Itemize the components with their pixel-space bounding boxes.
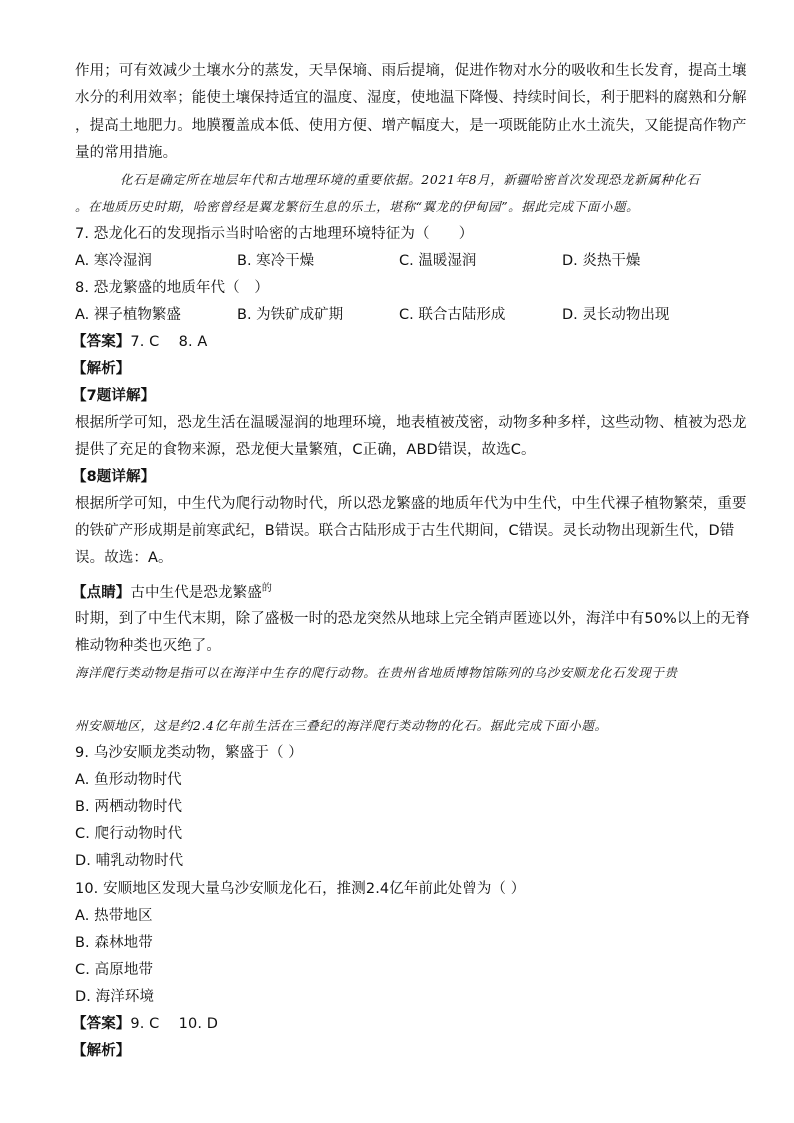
tip-row xyxy=(72,579,272,603)
question-10-option-c: C. 高原地带 xyxy=(75,962,154,978)
question-7-option-a: A. 寒冷湿润 xyxy=(75,253,152,269)
tip-line: 椎动物种类也灭绝了。 xyxy=(75,638,221,654)
detail-8-line: 的铁矿产形成期是前寒武纪，B错误。联合古陆形成于古生代期间，C错误。灵长动物出现新生代，D错 xyxy=(75,523,735,539)
question-7-stem: 7. 恐龙化石的发现指示当时哈密的古地理环境特征为（ ） xyxy=(75,226,474,242)
paragraph-line: ，提高土地肥力。地膜覆盖成本低、使用方便、增产幅度大，是一项既能防止水土流失，又能提高作物产 xyxy=(75,118,747,134)
answer-label: 【答案】 xyxy=(72,1016,131,1032)
question-9-stem: 9. 乌沙安顺龙类动物，繁盛于（ ） xyxy=(75,745,303,761)
question-7-option-c: C. 温暖湿润 xyxy=(399,253,477,269)
analysis-label: 【解析】 xyxy=(72,1043,131,1059)
detail-8-line: 根据所学可知，中生代为爬行动物时代，所以恐龙繁盛的地质年代为中生代，中生代裸子植物繁荣，重要 xyxy=(75,496,747,512)
question-8-stem: 8. 恐龙繁盛的地质年代（ ） xyxy=(75,280,269,296)
material-intro-line: 化石是确定所在地层年代和古地理环境的重要依据。2021年8月，新疆哈密首次发现恐龙新属种化石 xyxy=(120,172,700,187)
question-9-option-c: C. 爬行动物时代 xyxy=(75,826,183,842)
detail-7-label: 【7题详解】 xyxy=(72,388,156,404)
question-10-option-a: A. 热带地区 xyxy=(75,908,153,924)
paragraph-line: 量的常用措施。 xyxy=(75,145,178,161)
tip-line: 时期，到了中生代末期，除了盛极一时的恐龙突然从地球上完全销声匿迹以外，海洋中有50%以上的无脊 xyxy=(75,611,750,627)
question-9-option-a: A. 鱼形动物时代 xyxy=(75,772,182,788)
answer-text: 9. C 10. D xyxy=(130,1016,219,1032)
question-10-stem: 10. 安顺地区发现大量乌沙安顺龙化石，推测2.4亿年前此处曾为（ ） xyxy=(75,881,526,897)
material-intro-line: 海洋爬行类动物是指可以在海洋中生存的爬行动物。在贵州省地质博物馆陈列的乌沙安顺龙化石发现于贵 xyxy=(75,665,678,680)
question-8-option-c: C. 联合古陆形成 xyxy=(399,307,506,323)
material-intro-line: 州安顺地区，这是约2.4亿年前生活在三叠纪的海洋爬行类动物的化石。据此完成下面小题。 xyxy=(75,718,608,733)
answer-text: 7. C 8. A xyxy=(130,334,208,350)
answer-row xyxy=(72,1014,218,1034)
detail-7-line: 根据所学可知，恐龙生活在温暖湿润的地理环境，地表植被茂密，动物多种多样，这些动物、植被为恐龙 xyxy=(75,415,747,431)
question-7-option-b: B. 寒冷干燥 xyxy=(237,253,315,269)
question-8-option-a: A. 裸子植物繁盛 xyxy=(75,307,181,323)
detail-8-label: 【8题详解】 xyxy=(72,469,156,485)
question-9-option-d: D. 哺乳动物时代 xyxy=(75,853,184,869)
question-8-option-b: B. 为铁矿成矿期 xyxy=(237,307,344,323)
paragraph-line: 水分的利用效率；能使土壤保持适宜的温度、湿度，使地温下降慢、持续时间长，利于肥料的腐熟和分解 xyxy=(75,90,747,106)
question-10-option-d: D. 海洋环境 xyxy=(75,989,155,1005)
answer-row xyxy=(72,332,207,352)
question-8-option-d: D. 灵长动物出现 xyxy=(562,307,670,323)
detail-8-line: 误。故选：A。 xyxy=(75,550,173,566)
material-intro-line: 。在地质历史时期，哈密曾经是翼龙繁衍生息的乐土，堪称“翼龙的伊甸园”。据此完成下面小题。 xyxy=(75,199,640,214)
analysis-label: 【解析】 xyxy=(72,361,131,377)
question-9-option-b: B. 两栖动物时代 xyxy=(75,799,183,815)
tip-label: 【点睛】 xyxy=(72,585,131,601)
tip-text: 古中生代是恐龙繁盛 xyxy=(130,585,262,601)
question-10-option-b: B. 森林地带 xyxy=(75,935,153,951)
question-7-option-d: D. 炎热干燥 xyxy=(562,253,641,269)
answer-label: 【答案】 xyxy=(72,334,131,350)
tip-superscript: 的 xyxy=(261,583,272,594)
detail-7-line: 提供了充足的食物来源，恐龙便大量繁殖，C正确，ABD错误，故选C。 xyxy=(75,442,536,458)
paragraph-line: 作用；可有效减少土壤水分的蒸发，天旱保墒、雨后提墒，促进作物对水分的吸收和生长发育，提高土壤 xyxy=(75,63,747,79)
